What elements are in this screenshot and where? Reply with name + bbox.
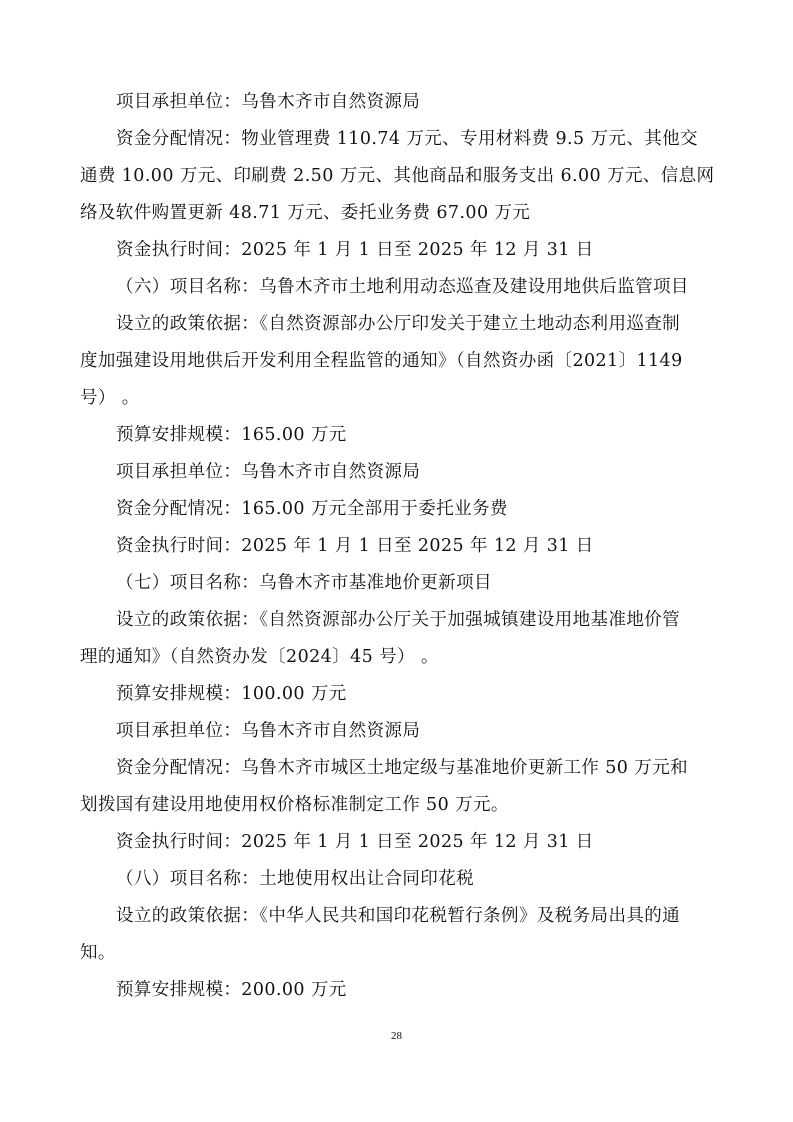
section-heading: （七）项目名称：乌鲁木齐市基准地价更新项目 bbox=[116, 573, 492, 593]
page-number: 28 bbox=[391, 1030, 402, 1042]
text-line: 号） 。 bbox=[80, 388, 140, 408]
text-line: 预算安排规模：165.00 万元 bbox=[116, 425, 347, 445]
text-line: 预算安排规模：100.00 万元 bbox=[116, 684, 347, 704]
text-line: 资金分配情况：物业管理费 110.74 万元、专用材料费 9.5 万元、其他交 bbox=[116, 129, 698, 149]
text-line: 知。 bbox=[80, 943, 116, 963]
section-heading: （六）项目名称：乌鲁木齐市土地利用动态巡查及建设用地供后监管项目 bbox=[116, 277, 689, 297]
text-line: 项目承担单位：乌鲁木齐市自然资源局 bbox=[116, 721, 421, 741]
text-line: 设立的政策依据：《自然资源部办公厅印发关于建立土地动态利用巡查制 bbox=[116, 314, 681, 334]
text-line: 度加强建设用地供后开发利用全程监管的通知》（自然资办函〔2021〕1149 bbox=[80, 351, 683, 371]
text-line: 设立的政策依据：《自然资源部办公厅关于加强城镇建设用地基准地价管 bbox=[116, 610, 681, 630]
text-line: 资金分配情况：165.00 万元全部用于委托业务费 bbox=[116, 499, 508, 519]
text-line: 资金分配情况：乌鲁木齐市城区土地定级与基准地价更新工作 50 万元和 bbox=[116, 758, 688, 778]
text-line: 资金执行时间：2025 年 1 月 1 日至 2025 年 12 月 31 日 bbox=[116, 240, 594, 260]
text-line: 设立的政策依据：《中华人民共和国印花税暂行条例》及税务局出具的通 bbox=[116, 906, 681, 926]
text-line: 划拨国有建设用地使用权价格标准制定工作 50 万元。 bbox=[80, 795, 509, 815]
text-line: 项目承担单位：乌鲁木齐市自然资源局 bbox=[116, 462, 421, 482]
text-line: 资金执行时间：2025 年 1 月 1 日至 2025 年 12 月 31 日 bbox=[116, 832, 594, 852]
text-line: 通费 10.00 万元、印刷费 2.50 万元、其他商品和服务支出 6.00 万元、信息网 bbox=[80, 166, 715, 186]
section-heading: （八）项目名称：土地使用权出让合同印花税 bbox=[116, 869, 474, 889]
text-line: 项目承担单位：乌鲁木齐市自然资源局 bbox=[116, 92, 421, 112]
text-line: 预算安排规模：200.00 万元 bbox=[116, 980, 347, 1000]
text-line: 资金执行时间：2025 年 1 月 1 日至 2025 年 12 月 31 日 bbox=[116, 536, 594, 556]
text-line: 理的通知》（自然资办发〔2024〕45 号） 。 bbox=[80, 647, 439, 667]
text-line: 络及软件购置更新 48.71 万元、委托业务费 67.00 万元 bbox=[80, 203, 531, 223]
